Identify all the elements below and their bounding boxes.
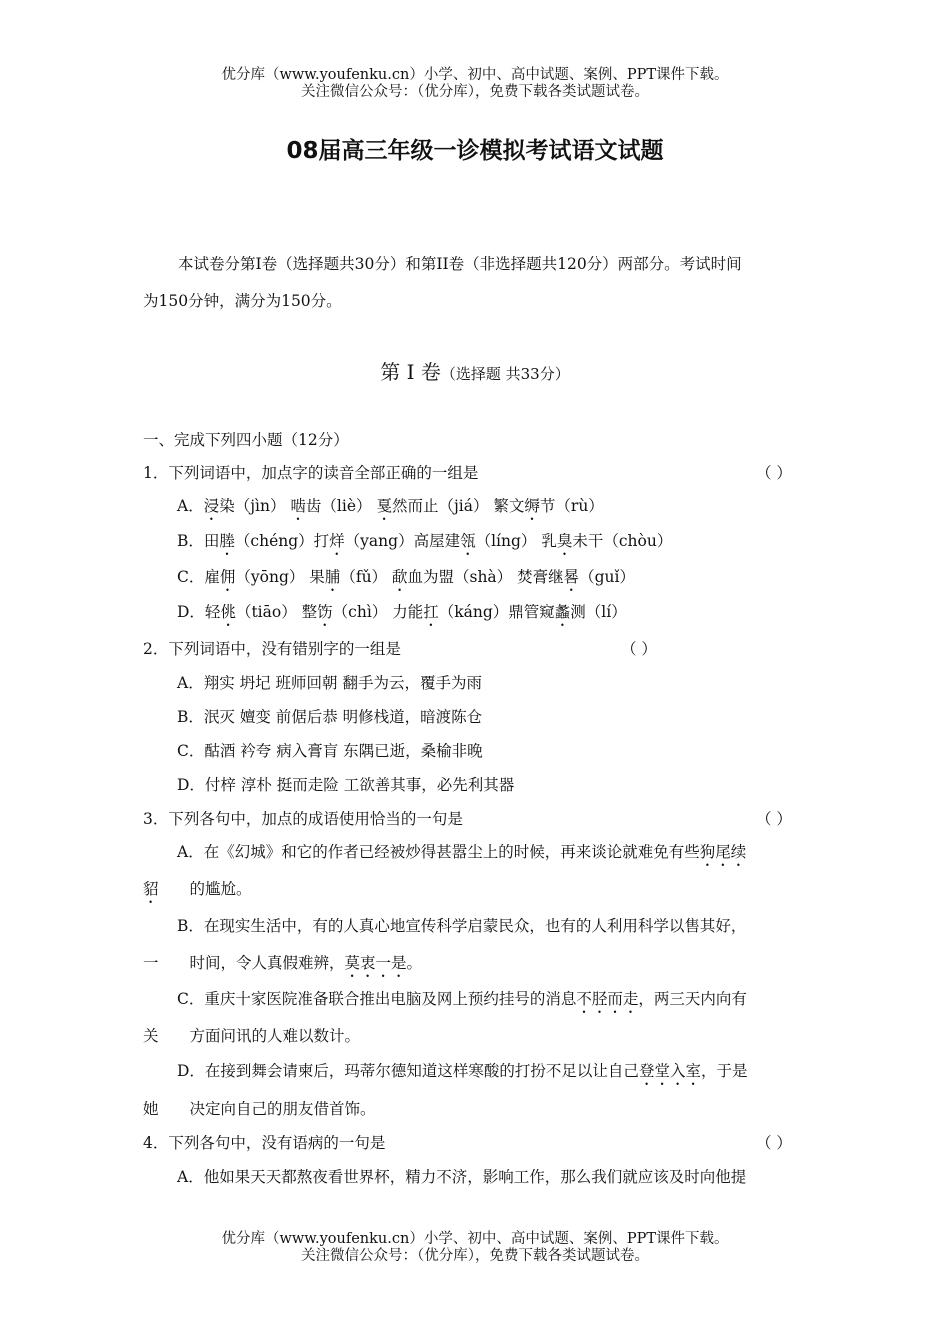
answer-blank-q3: （ ）	[756, 810, 792, 828]
question-1-stem: 1．下列词语中，加点字的读音全部正确的一组是	[143, 464, 479, 482]
answer-blank-q4: （ ）	[756, 1134, 792, 1152]
q3-option-a-line1: A．在《幻城》和它的作者已经被炒得甚嚣尘上的时候，再来谈论就难免有些狗尾续	[177, 843, 747, 861]
page-title: 08届高三年级一诊模拟考试语文试题	[286, 138, 664, 164]
q3-option-b-line2: 一 时间，令人真假难辨，莫衷一是。	[143, 954, 423, 972]
volume-main: 第 I 卷	[380, 360, 441, 384]
q3-option-c-line2: 关 方面问讯的人难以数计。	[143, 1027, 361, 1045]
question-4-stem: 4．下列各句中，没有语病的一句是	[143, 1134, 386, 1152]
q3-option-d-line2: 她 决定向自己的朋友借首饰。	[143, 1100, 376, 1118]
page-header-line1: 优分库（www.youfenku.cn）小学、初中、高中试题、案例、PPT课件下载。	[221, 67, 729, 83]
q2-option-a: A．翔实 坍圮 班师回朝 翻手为云，覆手为雨	[177, 674, 482, 692]
q3-option-d-line1: D．在接到舞会请柬后，玛蒂尔德知道这样寒酸的打扮不足以让自己登堂入室，于是	[177, 1062, 748, 1080]
answer-blank-q1: （ ）	[756, 464, 792, 482]
q1-option-b: B．田塍（chéng）打烊（yang）高屋建瓴（líng） 乳臭未干（chòu）	[177, 532, 673, 550]
intro-line2: 为150分钟，满分为150分。	[143, 292, 342, 310]
q1-option-a: A．浸染（jìn） 啮齿（liè） 戛然而止（jiá） 繁文缛节（rù）	[177, 497, 604, 515]
question-3-stem: 3．下列各句中，加点的成语使用恰当的一句是	[143, 810, 463, 828]
intro-line1: 本试卷分第I卷（选择题共30分）和第II卷（非选择题共120分）两部分。考试时间	[178, 255, 742, 273]
volume-heading	[0, 356, 950, 385]
q2-option-b: B．泯灭 嬗变 前倨后恭 明修栈道，暗渡陈仓	[177, 708, 483, 726]
q1-option-c: C．雇佣（yōng） 果脯（fǔ） 歃血为盟（shà） 焚膏继晷（guǐ）	[177, 568, 635, 586]
volume-sub: （选择题 共33分）	[440, 365, 570, 383]
q2-option-c: C．酤酒 衿夸 病入膏肓 东隅已逝，桑榆非晚	[177, 742, 483, 760]
page-footer-line2: 关注微信公众号：（优分库），免费下载各类试题试卷。	[301, 1248, 649, 1264]
q3-option-b-line1: B．在现实生活中，有的人真心地宣传科学启蒙民众，也有的人利用科学以售其好，	[177, 917, 747, 935]
q4-option-a-line1: A．他如果天天都熬夜看世界杯，精力不济，影响工作，那么我们就应该及时向他提	[177, 1168, 747, 1186]
q2-option-d: D．付梓 淳朴 挺而走险 工欲善其事，必先利其器	[177, 776, 515, 794]
page-header-line2: 关注微信公众号：（优分库），免费下载各类试题试卷。	[301, 84, 649, 100]
question-2-stem: 2．下列词语中，没有错别字的一组是	[143, 640, 401, 658]
q1-option-d: D．轻佻（tiāo） 整饬（chì） 力能扛（káng）鼎管窥蠡测（lí）	[177, 603, 627, 621]
page-footer-line1: 优分库（www.youfenku.cn）小学、初中、高中试题、案例、PPT课件下载。	[221, 1231, 729, 1247]
section-heading: 一、完成下列四小题（12分）	[143, 431, 349, 449]
q3-option-a-line2: 貂 的尴尬。	[143, 880, 252, 898]
answer-blank-q2: （ ）	[621, 640, 657, 658]
q3-option-c-line1: C．重庆十家医院准备联合推出电脑及网上预约挂号的消息不胫而走，两三天内向有	[177, 990, 747, 1008]
